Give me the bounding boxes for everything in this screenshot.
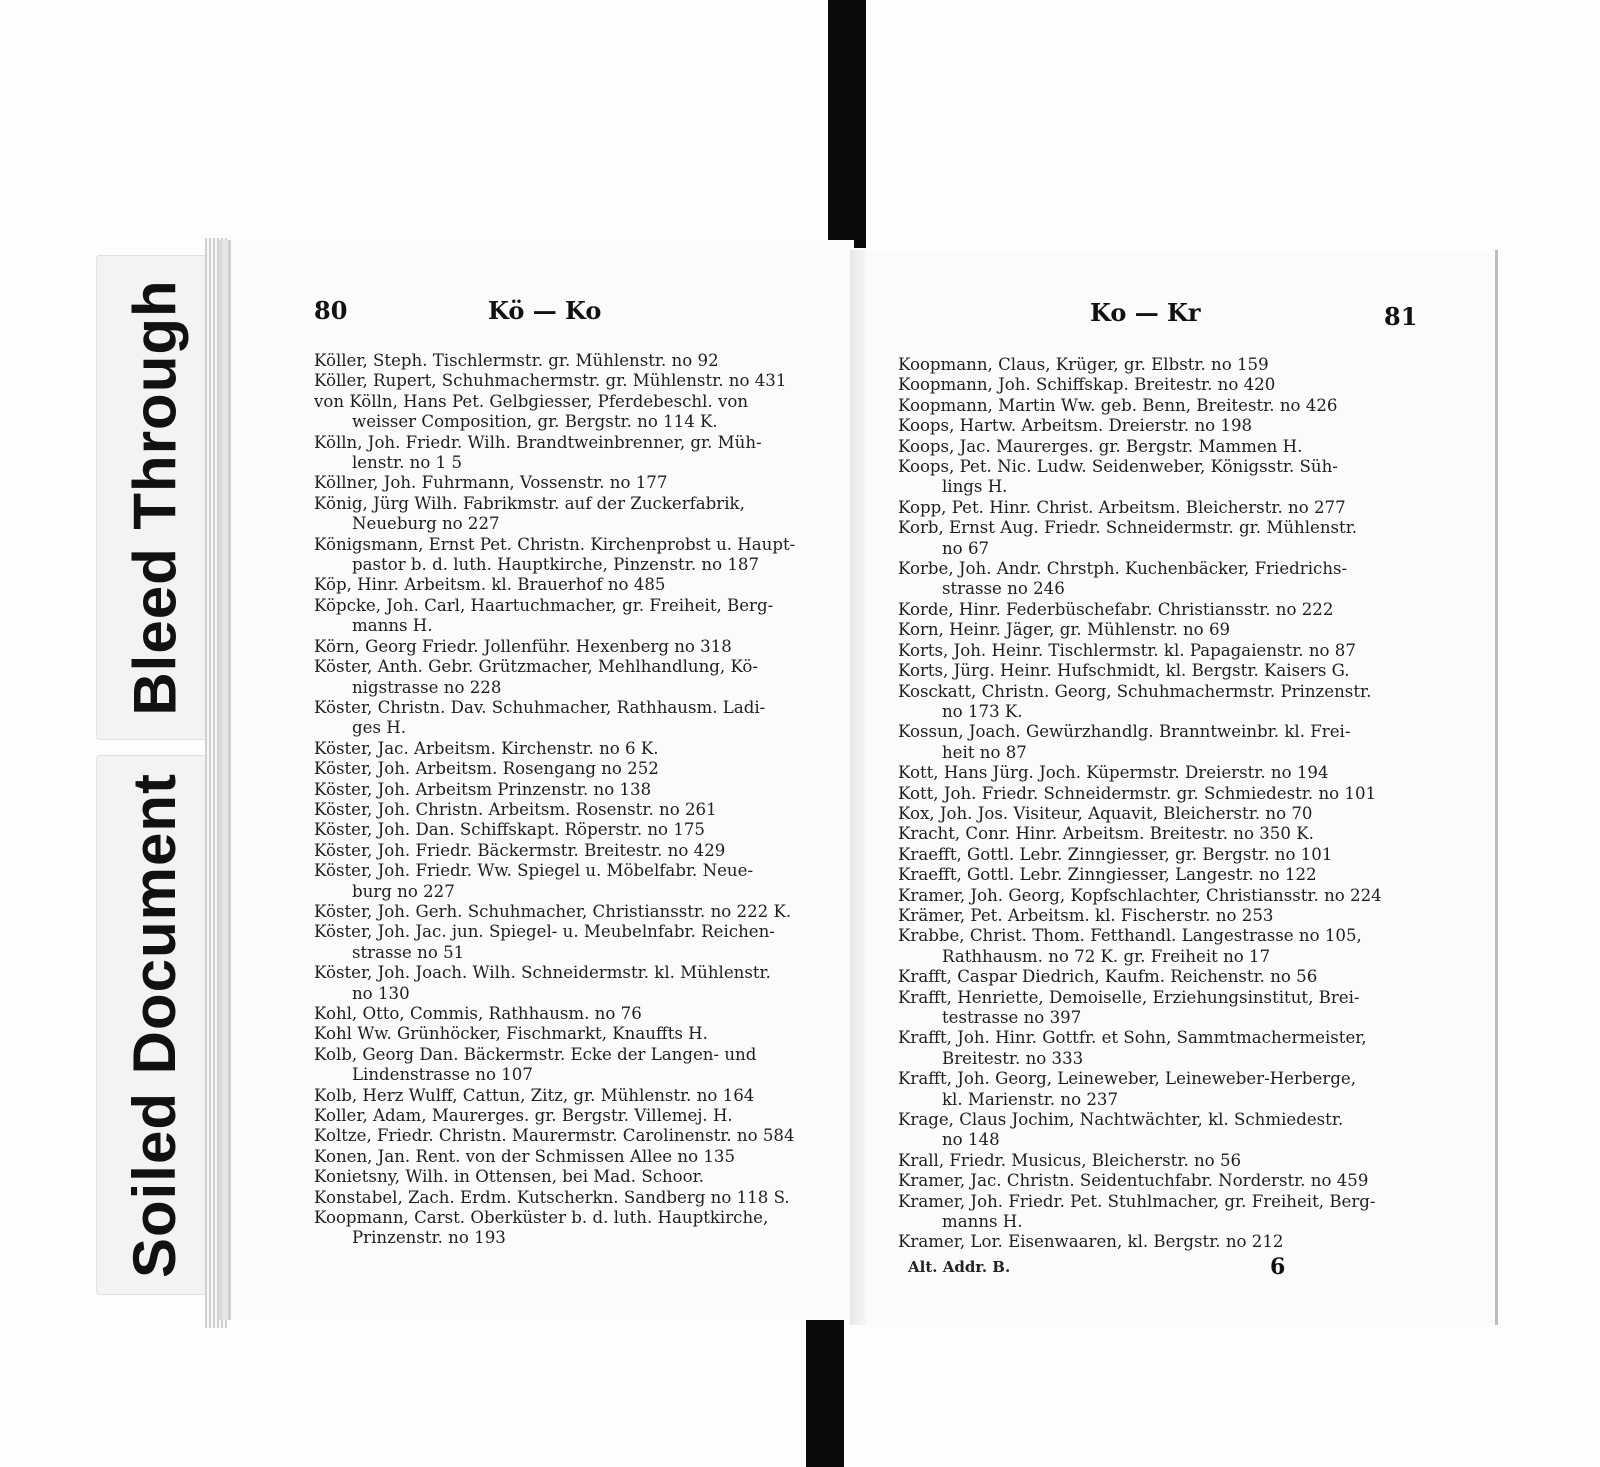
directory-entry: Köster, Anth. Gebr. Grützmacher, Mehlhandlung, Kö- bbox=[314, 657, 759, 677]
directory-entry: Korts, Joh. Heinr. Tischlermstr. kl. Papagaienstr. no 87 bbox=[898, 640, 1356, 660]
directory-entry: Korde, Hinr. Federbüschefabr. Christiansstr. no 222 bbox=[898, 599, 1334, 619]
entry-continuation-line: no 173 K. bbox=[942, 701, 1023, 721]
directory-entry: Köster, Joh. Joach. Wilh. Schneidermstr. kl. Mühlenstr. bbox=[314, 963, 771, 983]
directory-entry: Köp, Hinr. Arbeitsm. kl. Brauerhof no 485 bbox=[314, 575, 666, 595]
directory-entry: Kolb, Herz Wulff, Cattun, Zitz, gr. Mühlenstr. no 164 bbox=[314, 1085, 755, 1105]
right-page-number: 81 bbox=[1384, 302, 1418, 331]
directory-entry: Krämer, Pet. Arbeitsm. kl. Fischerstr. no 253 bbox=[898, 905, 1274, 925]
directory-entry: Köster, Joh. Gerh. Schuhmacher, Christiansstr. no 222 K. bbox=[314, 901, 792, 921]
directory-entry: Koops, Hartw. Arbeitsm. Dreierstr. no 198 bbox=[898, 416, 1253, 436]
entry-continuation-line: testrasse no 397 bbox=[942, 1008, 1082, 1027]
left-page-number: 80 bbox=[314, 296, 348, 325]
directory-entry: Köster, Jac. Arbeitsm. Kirchenstr. no 6 K. bbox=[314, 738, 659, 758]
soiled-document-text: Soiled Document bbox=[121, 772, 189, 1278]
directory-entry: Kraefft, Gottl. Lebr. Zinngiesser, Langestr. no 122 bbox=[898, 865, 1317, 885]
entry-continuation-line: Neueburg no 227 bbox=[352, 514, 500, 534]
entry-continuation-line: no 130 bbox=[352, 983, 410, 1003]
entry-continuation-line: Lindenstrasse no 107 bbox=[352, 1065, 533, 1085]
entry-continuation-line: pastor b. d. luth. Hauptkirche, Pinzenstr. no 187 bbox=[352, 555, 759, 575]
directory-entry: Koopmann, Martin Ww. geb. Benn, Breitestr. no 426 bbox=[898, 395, 1338, 415]
directory-entry: Krage, Claus Jochim, Nachtwächter, kl. Schmiedestr. bbox=[898, 1110, 1344, 1130]
directory-entry: Kraefft, Gottl. Lebr. Zinngiesser, gr. Bergstr. no 101 bbox=[898, 844, 1333, 864]
right-entry-list bbox=[898, 355, 1408, 1253]
entry-continuation-line: Rathhausm. no 72 K. gr. Freiheit no 17 bbox=[942, 946, 1271, 966]
directory-entry: Kohl Ww. Grünhöcker, Fischmarkt, Knauffts H. bbox=[314, 1024, 708, 1044]
directory-entry: Kox, Joh. Jos. Visiteur, Aquavit, Bleicherstr. no 70 bbox=[898, 803, 1313, 823]
directory-entry: Königsmann, Ernst Pet. Christn. Kirchenprobst u. Haupt- bbox=[314, 534, 796, 554]
entry-continuation-line: lings H. bbox=[942, 477, 1008, 497]
directory-entry: Kramer, Joh. Friedr. Pet. Stuhlmacher, gr. Freiheit, Berg- bbox=[898, 1191, 1376, 1211]
directory-entry: Kohl, Otto, Commis, Rathhausm. no 76 bbox=[314, 1004, 642, 1023]
directory-entry: Kölln, Joh. Friedr. Wilh. Brandtweinbrenner, gr. Müh- bbox=[314, 432, 762, 452]
page-stack-edge bbox=[205, 238, 227, 1328]
directory-entry: Koller, Adam, Maurerges. gr. Bergstr. Villemej. H. bbox=[314, 1106, 733, 1126]
directory-entry: König, Jürg Wilh. Fabrikmstr. auf der Zuckerfabrik, bbox=[314, 493, 745, 513]
directory-entry: Konstabel, Zach. Erdm. Kutscherkn. Sandberg no 118 S. bbox=[314, 1187, 790, 1207]
bleed-through-label bbox=[96, 255, 214, 740]
directory-entry: Korn, Heinr. Jäger, gr. Mühlenstr. no 69 bbox=[898, 620, 1231, 640]
directory-entry: Kossun, Joach. Gewürzhandlg. Branntweinbr. kl. Frei- bbox=[898, 722, 1351, 742]
directory-entry: Koopmann, Claus, Krüger, gr. Elbstr. no 159 bbox=[898, 355, 1269, 374]
directory-entry: Korbe, Joh. Andr. Chrstph. Kuchenbäcker, Friedrichs- bbox=[898, 559, 1348, 579]
directory-entry: Koops, Jac. Maurerges. gr. Bergstr. Mammen H. bbox=[898, 436, 1303, 456]
directory-entry: Koopmann, Joh. Schiffskap. Breitestr. no 420 bbox=[898, 375, 1276, 395]
left-running-head: Kö — Ko bbox=[488, 296, 602, 325]
directory-entry: Kott, Hans Jürg. Joch. Küpermstr. Dreierstr. no 194 bbox=[898, 763, 1329, 783]
directory-entry: Köster, Joh. Friedr. Bäckermstr. Breitestr. no 429 bbox=[314, 840, 726, 860]
entry-continuation-line: manns H. bbox=[942, 1212, 1023, 1232]
directory-entry: Kopp, Pet. Hinr. Christ. Arbeitsm. Bleicherstr. no 277 bbox=[898, 497, 1346, 517]
directory-entry: Köster, Joh. Jac. jun. Spiegel- u. Meubelnfabr. Reichen- bbox=[314, 922, 775, 942]
directory-entry: Körn, Georg Friedr. Jollenführ. Hexenberg no 318 bbox=[314, 636, 732, 656]
directory-entry: Köller, Steph. Tischlermstr. gr. Mühlenstr. no 92 bbox=[314, 351, 719, 370]
right-running-head: Ko — Kr bbox=[1090, 298, 1201, 327]
directory-entry: Köllner, Joh. Fuhrmann, Vossenstr. no 177 bbox=[314, 473, 668, 493]
entry-continuation-line: ges H. bbox=[352, 718, 406, 738]
directory-entry: Köster, Joh. Friedr. Ww. Spiegel u. Möbelfabr. Neue- bbox=[314, 861, 754, 881]
directory-entry: Konietsny, Wilh. in Ottensen, bei Mad. Schoor. bbox=[314, 1167, 705, 1187]
directory-entry: Krafft, Caspar Diedrich, Kaufm. Reichenstr. no 56 bbox=[898, 967, 1318, 987]
footer-gathering-number: 6 bbox=[1270, 1254, 1286, 1280]
directory-entry: Krafft, Joh. Hinr. Gottfr. et Sohn, Sammtmachermeister, bbox=[898, 1028, 1367, 1048]
directory-entry: Krall, Friedr. Musicus, Bleicherstr. no 56 bbox=[898, 1150, 1242, 1170]
directory-entry: Krafft, Joh. Georg, Leineweber, Leineweber-Herberge, bbox=[898, 1069, 1357, 1089]
directory-entry: Krafft, Henriette, Demoiselle, Erziehungsinstitut, Brei- bbox=[898, 987, 1360, 1007]
microfilm-strip-bottom bbox=[806, 1318, 844, 1467]
entry-continuation-line: strasse no 246 bbox=[942, 579, 1065, 599]
entry-continuation-line: weisser Composition, gr. Bergstr. no 114 K. bbox=[352, 412, 718, 432]
bleed-through-text: Bleed Through bbox=[121, 279, 189, 716]
directory-entry: Köster, Joh. Christn. Arbeitsm. Rosenstr. no 261 bbox=[314, 799, 717, 819]
directory-entry: Kramer, Lor. Eisenwaaren, kl. Bergstr. no 212 bbox=[898, 1232, 1284, 1252]
entry-continuation-line: burg no 227 bbox=[352, 881, 455, 901]
directory-entry: Kolb, Georg Dan. Bäckermstr. Ecke der Langen- und bbox=[314, 1044, 757, 1064]
footer-signature: Alt. Addr. B. bbox=[908, 1258, 1011, 1276]
entry-continuation-line: nigstrasse no 228 bbox=[352, 677, 502, 697]
entry-continuation-line: no 67 bbox=[942, 538, 990, 558]
directory-entry: Köster, Joh. Dan. Schiffskapt. Röperstr. no 175 bbox=[314, 820, 705, 840]
directory-entry: Koops, Pet. Nic. Ludw. Seidenweber, Königsstr. Süh- bbox=[898, 457, 1338, 477]
directory-entry: Krabbe, Christ. Thom. Fetthandl. Langestrasse no 105, bbox=[898, 926, 1362, 946]
directory-entry: Korts, Jürg. Heinr. Hufschmidt, kl. Bergstr. Kaisers G. bbox=[898, 661, 1350, 681]
directory-entry: Konen, Jan. Rent. von der Schmissen Allee no 135 bbox=[314, 1146, 736, 1166]
directory-entry: Kracht, Conr. Hinr. Arbeitsm. Breitestr. no 350 K. bbox=[898, 824, 1314, 844]
entry-continuation-line: manns H. bbox=[352, 616, 433, 636]
directory-entry: Köster, Joh. Arbeitsm. Rosengang no 252 bbox=[314, 759, 659, 779]
directory-entry: von Kölln, Hans Pet. Gelbgiesser, Pferdebeschl. von bbox=[314, 391, 749, 411]
book-spine bbox=[850, 250, 866, 1325]
directory-entry: Kramer, Joh. Georg, Kopfschlachter, Christiansstr. no 224 bbox=[898, 885, 1382, 905]
entry-continuation-line: kl. Marienstr. no 237 bbox=[942, 1089, 1119, 1109]
entry-continuation-line: lenstr. no 1 5 bbox=[352, 453, 462, 473]
directory-entry: Köller, Rupert, Schuhmachermstr. gr. Mühlenstr. no 431 bbox=[314, 371, 787, 391]
directory-entry: Koltze, Friedr. Christn. Maurermstr. Carolinenstr. no 584 bbox=[314, 1126, 795, 1146]
directory-entry: Korb, Ernst Aug. Friedr. Schneidermstr. gr. Mühlenstr. bbox=[898, 518, 1358, 538]
directory-entry: Köster, Joh. Arbeitsm Prinzenstr. no 138 bbox=[314, 779, 652, 799]
directory-entry: Koopmann, Carst. Oberküster b. d. luth. Hauptkirche, bbox=[314, 1208, 769, 1228]
entry-continuation-line: no 148 bbox=[942, 1130, 1000, 1150]
entry-continuation-line: strasse no 51 bbox=[352, 942, 465, 962]
directory-entry: Kosckatt, Christn. Georg, Schuhmachermstr. Prinzenstr. bbox=[898, 681, 1372, 701]
directory-entry: Kott, Joh. Friedr. Schneidermstr. gr. Schmiedestr. no 101 bbox=[898, 783, 1377, 803]
directory-entry: Köster, Christn. Dav. Schuhmacher, Rathhausm. Ladi- bbox=[314, 697, 766, 717]
left-entry-list bbox=[314, 351, 819, 1249]
entry-continuation-line: Breitestr. no 333 bbox=[942, 1048, 1084, 1068]
directory-entry: Köpcke, Joh. Carl, Haartuchmacher, gr. Freiheit, Berg- bbox=[314, 595, 774, 615]
entry-continuation-line: heit no 87 bbox=[942, 742, 1027, 762]
entry-continuation-line: Prinzenstr. no 193 bbox=[352, 1228, 506, 1248]
soiled-document-label bbox=[96, 755, 214, 1295]
directory-entry: Kramer, Jac. Christn. Seidentuchfabr. Norderstr. no 459 bbox=[898, 1171, 1369, 1191]
microfilm-strip-top bbox=[828, 0, 866, 248]
